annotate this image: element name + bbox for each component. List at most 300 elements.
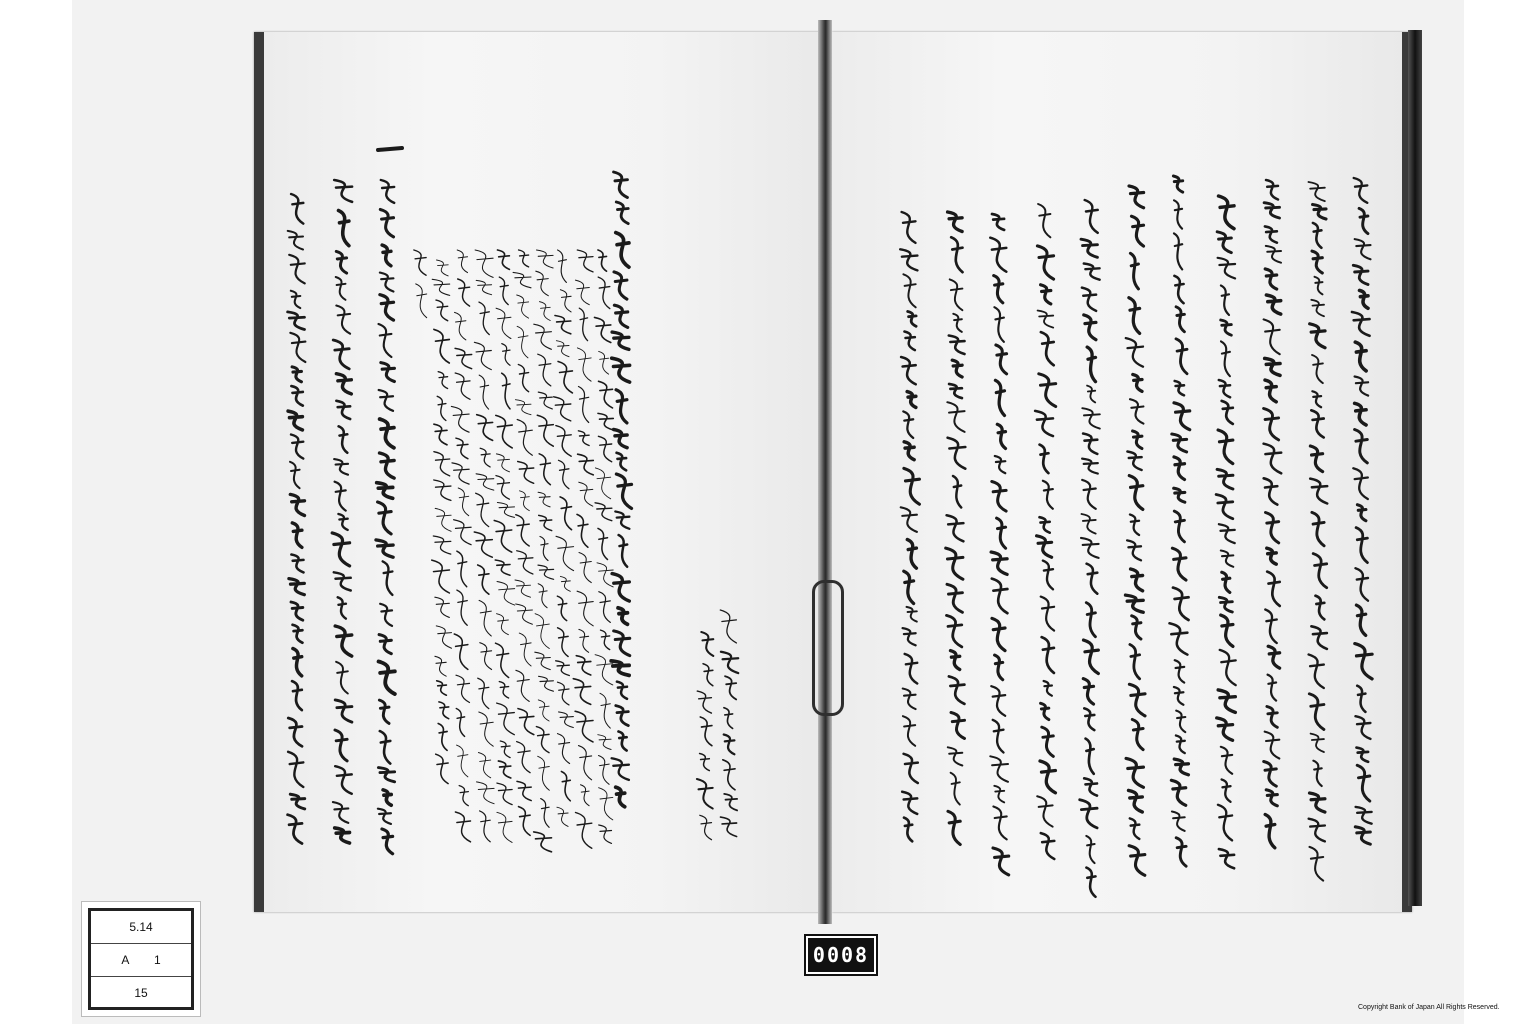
handwriting-stroke: [1131, 569, 1143, 591]
handwriting-stroke: [907, 540, 916, 569]
handwriting-stroke: [1355, 403, 1367, 425]
handwriting-stroke: [1222, 780, 1231, 802]
handwriting-stroke: [380, 273, 394, 292]
handwriting-stroke: [436, 754, 448, 783]
handwriting-stroke: [497, 503, 514, 518]
handwriting-stroke: [949, 336, 965, 355]
handwriting-stroke: [457, 745, 468, 777]
handwriting-stroke: [612, 758, 629, 780]
handwriting-stroke: [1357, 748, 1369, 762]
handwriting-stroke: [519, 807, 531, 836]
handwriting-stroke: [724, 735, 735, 755]
handwriting-stroke: [1356, 807, 1372, 824]
handwriting-stroke: [496, 454, 509, 472]
handwriting-stroke: [456, 709, 464, 737]
handwriting-stroke: [1265, 815, 1275, 848]
handwriting-stroke: [480, 448, 490, 467]
handwriting-stroke: [598, 436, 611, 461]
handwriting-stroke: [1264, 409, 1279, 440]
handwriting-stroke: [379, 635, 391, 654]
handwriting-stroke: [434, 424, 447, 445]
handwriting-stroke: [997, 424, 1005, 448]
handwriting-stroke: [1309, 182, 1325, 201]
handwriting-stroke: [515, 400, 531, 415]
handwriting-stroke: [434, 329, 449, 363]
handwriting-stroke: [339, 426, 348, 453]
right-text-column: [1035, 204, 1056, 859]
handwriting-stroke: [1310, 847, 1324, 881]
handwriting-stroke: [992, 579, 1008, 614]
handwriting-stroke: [1176, 307, 1184, 332]
handwriting-stroke: [1221, 747, 1232, 774]
handwriting-stroke: [379, 700, 389, 723]
handwriting-stroke: [556, 341, 569, 357]
handwriting-stroke: [614, 305, 627, 327]
handwriting-stroke: [614, 272, 627, 299]
handwriting-stroke: [558, 628, 569, 657]
handwriting-stroke: [1355, 827, 1370, 844]
right-text-column: [1216, 196, 1236, 868]
handwriting-stroke: [577, 514, 588, 547]
handwriting-stroke: [1083, 679, 1093, 705]
handwriting-stroke: [575, 711, 593, 742]
handwriting-stroke: [500, 741, 510, 758]
handwriting-stroke: [1176, 711, 1185, 733]
handwriting-stroke: [288, 815, 302, 844]
handwriting-stroke: [576, 813, 592, 849]
handwriting-stroke: [902, 212, 916, 243]
handwriting-stroke: [949, 676, 965, 704]
handwriting-stroke: [1176, 339, 1187, 374]
left-text-column: [288, 194, 306, 844]
handwriting-stroke: [1219, 849, 1234, 868]
left-text-column: [611, 172, 631, 807]
handwriting-stroke: [903, 628, 916, 645]
handwriting-stroke: [457, 590, 467, 625]
handwriting-stroke: [612, 358, 630, 382]
handwriting-stroke: [578, 431, 589, 446]
handwriting-stroke: [336, 277, 346, 300]
handwriting-stroke: [599, 351, 609, 374]
handwriting-stroke: [335, 828, 350, 843]
handwriting-stroke: [1217, 718, 1233, 740]
left-text-column: [697, 632, 713, 840]
handwriting-stroke: [518, 365, 528, 392]
handwriting-stroke: [437, 681, 447, 695]
handwriting-stroke: [1265, 610, 1276, 644]
right-page-handwriting: [900, 176, 1372, 897]
handwriting-stroke: [616, 202, 628, 224]
handwriting-stroke: [950, 279, 963, 310]
handwriting-stroke: [904, 468, 920, 504]
handwriting-stroke: [1265, 226, 1277, 242]
handwriting-stroke: [336, 306, 350, 334]
handwriting-stroke: [1038, 311, 1054, 328]
handwriting-stroke: [599, 825, 612, 843]
handwriting-stroke: [1266, 513, 1279, 543]
handwriting-stroke: [1265, 269, 1277, 289]
handwriting-stroke: [1356, 528, 1367, 563]
handwriting-stroke: [1219, 597, 1232, 612]
section-mark: [378, 148, 402, 150]
handwriting-stroke: [454, 634, 468, 669]
handwriting-stroke: [293, 625, 303, 643]
handwriting-stroke: [288, 312, 305, 330]
handwriting-stroke: [1264, 203, 1279, 218]
handwriting-stroke: [1357, 686, 1365, 712]
handwriting-stroke: [476, 474, 494, 490]
handwriting-stroke: [291, 386, 302, 406]
handwriting-stroke: [1085, 200, 1098, 233]
handwriting-stroke: [535, 652, 551, 669]
handwriting-stroke: [995, 456, 1006, 473]
handwriting-stroke: [903, 274, 915, 307]
handwriting-stroke: [479, 302, 489, 335]
handwriting-stroke: [1040, 761, 1055, 793]
handwriting-stroke: [1084, 640, 1099, 673]
handwriting-stroke: [558, 250, 567, 282]
handwriting-stroke: [513, 272, 531, 287]
handwriting-stroke: [1176, 838, 1186, 866]
handwriting-stroke: [1216, 495, 1233, 519]
handwriting-stroke: [288, 231, 303, 250]
handwriting-stroke: [536, 271, 549, 296]
handwriting-stroke: [720, 610, 736, 643]
handwriting-stroke: [1357, 765, 1370, 801]
handwriting-stroke: [534, 832, 552, 852]
handwriting-stroke: [474, 342, 491, 369]
handwriting-stroke: [1087, 386, 1095, 403]
handwriting-stroke: [452, 463, 469, 484]
left-text-column: [414, 250, 427, 318]
handwriting-stroke: [703, 664, 713, 686]
handwriting-stroke: [381, 363, 395, 382]
handwriting-stroke: [951, 773, 960, 805]
handwriting-stroke: [951, 651, 960, 670]
handwriting-stroke: [535, 614, 549, 649]
handwriting-stroke: [498, 250, 510, 269]
handwriting-stroke: [497, 783, 512, 805]
handwriting-stroke: [1133, 375, 1142, 392]
handwriting-stroke: [1127, 452, 1141, 471]
handwriting-stroke: [379, 390, 393, 411]
handwriting-stroke: [1355, 239, 1371, 259]
handwriting-stroke: [502, 344, 510, 366]
handwriting-stroke: [1221, 615, 1233, 646]
handwriting-stroke: [338, 597, 346, 618]
handwriting-stroke: [519, 250, 529, 267]
handwriting-stroke: [1174, 276, 1183, 303]
handwriting-stroke: [1219, 380, 1230, 397]
handwriting-stroke: [458, 279, 470, 306]
handwriting-stroke: [1130, 645, 1140, 679]
handwriting-stroke: [289, 579, 304, 595]
handwriting-stroke: [458, 488, 469, 516]
handwriting-stroke: [1087, 347, 1095, 382]
handwriting-stroke: [1038, 204, 1050, 237]
handwriting-stroke: [1082, 459, 1098, 474]
handwriting-stroke: [1218, 805, 1232, 841]
handwriting-stroke: [1082, 480, 1096, 509]
handwriting-stroke: [497, 614, 509, 635]
handwriting-stroke: [291, 602, 303, 620]
handwriting-stroke: [517, 295, 529, 318]
handwriting-stroke: [517, 781, 531, 800]
handwriting-stroke: [1266, 295, 1280, 314]
handwriting-stroke: [1309, 655, 1324, 689]
handwriting-stroke: [949, 384, 962, 398]
handwriting-stroke: [1173, 588, 1189, 620]
handwriting-stroke: [1174, 759, 1188, 775]
handwriting-stroke: [948, 747, 963, 765]
handwriting-stroke: [1355, 342, 1366, 371]
handwriting-stroke: [993, 720, 1004, 753]
left-text-column: [720, 610, 738, 837]
handwriting-stroke: [724, 794, 737, 811]
handwriting-stroke: [477, 782, 495, 804]
handwriting-stroke: [617, 682, 627, 699]
handwriting-stroke: [560, 497, 571, 530]
handwriting-stroke: [1129, 790, 1143, 812]
handwriting-stroke: [517, 742, 530, 773]
handwriting-stroke: [1266, 790, 1277, 806]
handwriting-stroke: [599, 381, 613, 408]
handwriting-stroke: [1315, 277, 1323, 295]
handwriting-stroke: [1129, 186, 1144, 208]
handwriting-stroke: [997, 518, 1006, 548]
handwriting-stroke: [1266, 180, 1278, 200]
handwriting-stroke: [1083, 434, 1097, 454]
handwriting-stroke: [595, 655, 613, 685]
handwriting-stroke: [1042, 637, 1054, 673]
handwriting-stroke: [619, 732, 627, 751]
handwriting-stroke: [455, 348, 472, 368]
handwriting-stroke: [616, 706, 629, 726]
handwriting-stroke: [1035, 411, 1053, 436]
handwriting-stroke: [616, 787, 625, 807]
handwriting-stroke: [905, 654, 918, 684]
handwriting-stroke: [1129, 684, 1145, 716]
handwriting-stroke: [723, 760, 735, 790]
handwriting-stroke: [1039, 374, 1056, 407]
handwriting-stroke: [1043, 561, 1053, 590]
handwriting-stroke: [900, 249, 917, 270]
handwriting-stroke: [438, 724, 447, 751]
right-text-column: [1309, 182, 1328, 881]
handwriting-stroke: [1041, 833, 1055, 859]
left-text-column: [573, 250, 593, 848]
handwriting-stroke: [499, 277, 508, 305]
handwriting-stroke: [1309, 694, 1324, 730]
handwriting-stroke: [1311, 300, 1324, 316]
handwriting-stroke: [1313, 223, 1322, 248]
label-code: 5.14: [91, 911, 191, 944]
handwriting-stroke: [519, 633, 531, 666]
handwriting-stroke: [1264, 762, 1277, 787]
handwriting-stroke: [1312, 391, 1321, 407]
handwriting-stroke: [948, 212, 963, 232]
handwriting-stroke: [475, 250, 493, 277]
handwriting-stroke: [619, 535, 628, 567]
handwriting-stroke: [1219, 196, 1235, 229]
handwriting-stroke: [948, 811, 960, 844]
handwriting-stroke: [478, 678, 489, 708]
handwriting-stroke: [560, 290, 571, 312]
handwriting-stroke: [537, 250, 554, 268]
handwriting-stroke: [1087, 564, 1098, 594]
handwriting-stroke: [1174, 233, 1182, 269]
handwriting-stroke: [1316, 596, 1325, 620]
left-text-column: [376, 180, 395, 854]
handwriting-stroke: [561, 772, 570, 801]
handwriting-stroke: [1217, 469, 1233, 489]
handwriting-stroke: [1132, 216, 1144, 246]
handwriting-stroke: [612, 574, 629, 602]
left-text-column: [332, 180, 352, 843]
handwriting-stroke: [379, 662, 395, 695]
handwriting-stroke: [336, 662, 348, 694]
handwriting-stroke: [1044, 681, 1052, 696]
handwriting-stroke: [478, 565, 489, 594]
handwriting-stroke: [901, 507, 917, 532]
handwriting-stroke: [1174, 403, 1190, 430]
handwriting-stroke: [497, 703, 515, 735]
handwriting-stroke: [1353, 265, 1368, 284]
handwriting-stroke: [579, 553, 591, 583]
handwriting-stroke: [480, 811, 491, 842]
handwriting-stroke: [904, 571, 914, 603]
handwriting-stroke: [1175, 660, 1185, 682]
handwriting-stroke: [479, 712, 493, 746]
right-text-column: [990, 214, 1008, 875]
handwriting-stroke: [457, 250, 467, 273]
handwriting-stroke: [1268, 675, 1277, 701]
handwriting-stroke: [335, 730, 347, 761]
handwriting-stroke: [333, 802, 348, 823]
archive-label-card: [88, 908, 194, 1010]
handwriting-stroke: [1310, 479, 1327, 504]
left-text-column: [554, 250, 574, 826]
handwriting-stroke: [1172, 548, 1186, 580]
handwriting-stroke: [1313, 554, 1327, 588]
right-text-column: [946, 212, 966, 845]
handwriting-stroke: [616, 233, 629, 268]
handwriting-stroke: [1355, 644, 1372, 679]
handwriting-stroke: [996, 345, 1007, 374]
handwriting-stroke: [1037, 246, 1053, 279]
handwriting-stroke: [903, 411, 913, 438]
handwriting-stroke: [1040, 517, 1050, 533]
handwriting-stroke: [1218, 690, 1235, 713]
handwriting-stroke: [1132, 616, 1141, 639]
handwriting-stroke: [380, 419, 394, 448]
handwriting-stroke: [289, 255, 305, 284]
handwriting-stroke: [598, 413, 613, 430]
handwriting-stroke: [380, 453, 395, 478]
handwriting-stroke: [1174, 457, 1185, 480]
handwriting-stroke: [1084, 264, 1100, 280]
handwriting-stroke: [497, 812, 512, 842]
handwriting-stroke: [1264, 478, 1278, 504]
handwriting-stroke: [559, 712, 574, 728]
handwriting-stroke: [618, 608, 627, 624]
handwriting-stroke: [291, 435, 303, 459]
handwriting-stroke: [335, 766, 352, 794]
handwriting-stroke: [474, 532, 492, 557]
handwriting-stroke: [1355, 377, 1369, 396]
handwriting-stroke: [434, 480, 451, 500]
handwriting-stroke: [378, 809, 391, 824]
handwriting-stroke: [1129, 476, 1143, 510]
handwriting-stroke: [1310, 446, 1322, 472]
handwriting-stroke: [595, 503, 612, 521]
handwriting-stroke: [1172, 812, 1185, 831]
handwriting-stroke: [901, 357, 916, 384]
handwriting-stroke: [1173, 176, 1182, 192]
handwriting-stroke: [725, 676, 736, 699]
handwriting-stroke: [1086, 739, 1094, 774]
handwriting-stroke: [1130, 399, 1143, 423]
handwriting-stroke: [946, 548, 963, 579]
handwriting-stroke: [1265, 732, 1280, 759]
handwriting-stroke: [597, 563, 613, 587]
handwriting-stroke: [1133, 431, 1142, 449]
handwriting-stroke: [336, 374, 351, 394]
handwriting-stroke: [697, 691, 711, 713]
handwriting-stroke: [476, 493, 489, 526]
handwriting-stroke: [600, 693, 610, 728]
handwriting-stroke: [515, 580, 531, 597]
handwriting-stroke: [617, 453, 627, 471]
handwriting-stroke: [554, 397, 571, 421]
handwriting-stroke: [291, 194, 303, 224]
handwriting-stroke: [292, 367, 301, 382]
handwriting-stroke: [288, 718, 302, 746]
left-text-column: [494, 250, 514, 842]
handwriting-stroke: [1311, 734, 1324, 752]
handwriting-stroke: [1086, 603, 1095, 637]
handwriting-stroke: [994, 786, 1004, 803]
handwriting-stroke: [1266, 246, 1281, 263]
handwriting-stroke: [1041, 285, 1051, 304]
handwriting-stroke: [1353, 468, 1368, 499]
handwriting-stroke: [416, 284, 427, 318]
handwriting-stroke: [560, 576, 570, 591]
handwriting-stroke: [455, 373, 470, 399]
handwriting-stroke: [1221, 320, 1232, 335]
handwriting-stroke: [598, 250, 607, 271]
handwriting-stroke: [1222, 572, 1230, 592]
handwriting-stroke: [1354, 178, 1368, 203]
handwriting-stroke: [992, 214, 1004, 230]
handwriting-stroke: [502, 373, 510, 409]
handwriting-stroke: [480, 643, 492, 670]
left-text-column: [451, 250, 471, 842]
handwriting-stroke: [538, 756, 550, 790]
handwriting-stroke: [497, 582, 515, 606]
handwriting-stroke: [953, 314, 962, 332]
handwriting-stroke: [380, 295, 394, 320]
handwriting-stroke: [1311, 410, 1323, 437]
handwriting-stroke: [991, 552, 1007, 574]
handwriting-stroke: [438, 372, 447, 389]
handwriting-stroke: [991, 686, 1005, 716]
handwriting-stroke: [538, 354, 551, 386]
handwriting-stroke: [291, 291, 301, 308]
handwriting-stroke: [724, 708, 733, 729]
handwriting-stroke: [1356, 716, 1371, 739]
handwriting-stroke: [578, 454, 594, 475]
